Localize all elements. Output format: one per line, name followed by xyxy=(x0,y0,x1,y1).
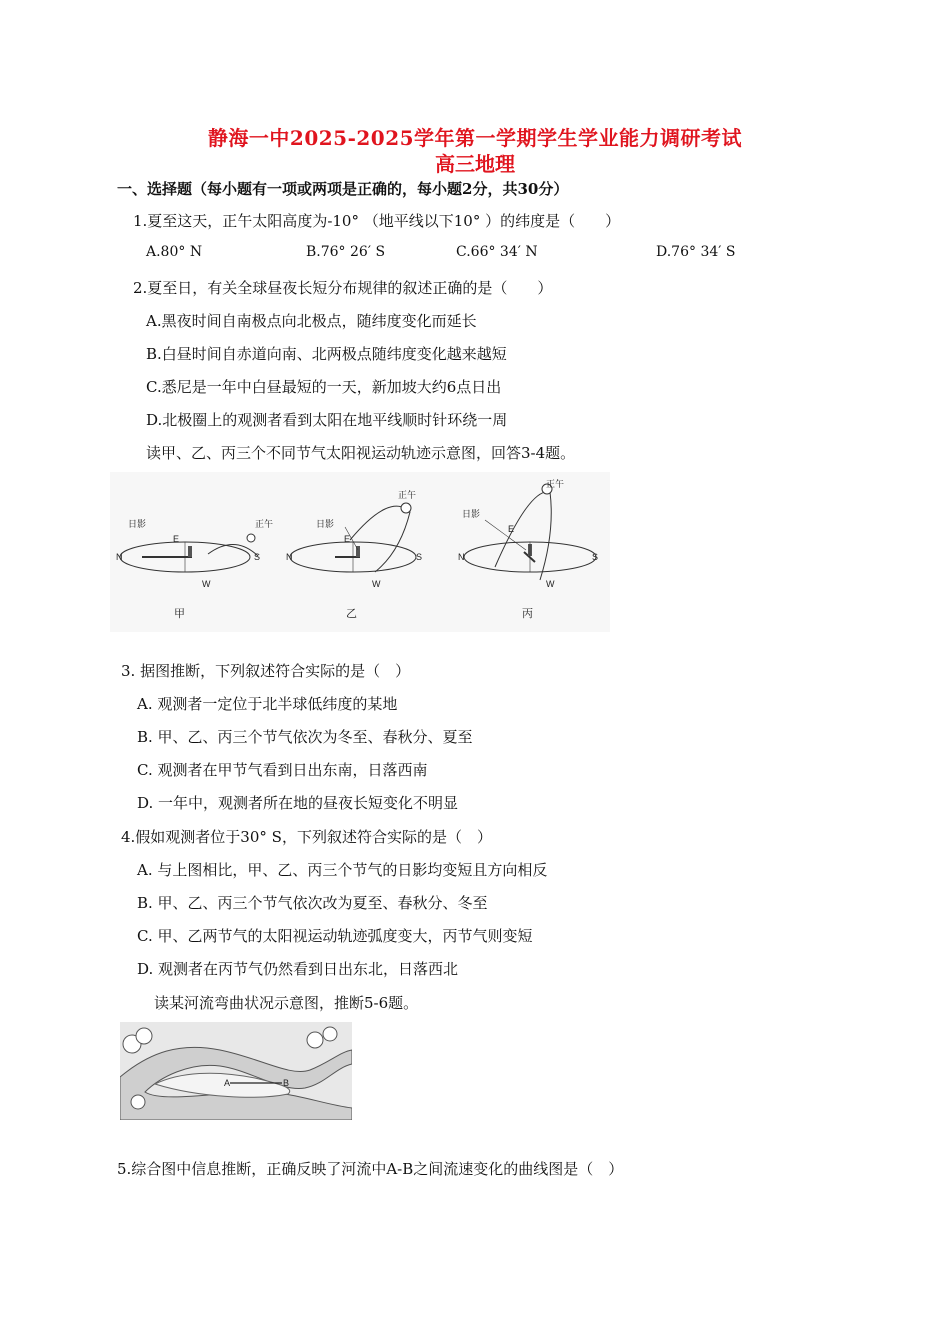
question-3-option-c: C. 观测者在甲节气看到日出东南，日落西南 xyxy=(137,761,428,779)
question-4-option-a: A. 与上图相比，甲、乙、丙三个节气的日影均变短且方向相反 xyxy=(137,861,548,879)
label-w: W xyxy=(546,579,555,589)
sun-path-figure xyxy=(110,472,610,632)
question-4-option-d: D. 观测者在丙节气仍然看到日出东北，日落西北 xyxy=(137,960,459,978)
question-4-option-b: B. 甲、乙、丙三个节气依次改为夏至、春秋分、冬至 xyxy=(137,894,488,912)
sun-icon xyxy=(401,503,411,513)
question-2-option-d: D.北极圈上的观测者看到太阳在地平线顺时针环绕一周 xyxy=(146,411,508,429)
label-shadow: 日影 xyxy=(462,509,481,519)
label-w: W xyxy=(202,579,211,589)
question-3-option-d: D. 一年中，观测者所在地的昼夜长短变化不明显 xyxy=(137,794,459,812)
question-1-option-c: C.66° 34′ N xyxy=(456,244,538,260)
page-title: 静海一中2025-2025学年第一学期学生学业能力调研考试 xyxy=(207,126,743,150)
intro-q3-4: 读甲、乙、丙三个不同节气太阳视运动轨迹示意图，回答3-4题。 xyxy=(146,444,576,462)
section-heading: 一、选择题（每小题有一项或两项是正确的，每小题2分，共30分） xyxy=(117,180,569,198)
page-subtitle: 高三地理 xyxy=(435,152,515,176)
question-2-option-b: B.白昼时间自赤道向南、北两极点随纬度变化越来越短 xyxy=(146,345,507,363)
question-2-option-c: C.悉尼是一年中白昼最短的一天，新加坡大约6点日出 xyxy=(146,378,502,396)
question-3-option-b: B. 甲、乙、丙三个节气依次为冬至、春秋分、夏至 xyxy=(137,728,473,746)
label-s: S xyxy=(416,552,423,562)
label-n: N xyxy=(286,552,293,562)
question-1-option-d: D.76° 34′ S xyxy=(656,244,736,260)
label-b: B xyxy=(283,1078,290,1088)
label-s: S xyxy=(254,552,261,562)
question-1-option-b: B.76° 26′ S xyxy=(306,244,386,260)
question-4-stem: 4.假如观测者位于30° S，下列叙述符合实际的是（ ） xyxy=(121,828,492,846)
label-w: W xyxy=(372,579,381,589)
question-3-stem: 3. 据图推断，下列叙述符合实际的是（ ） xyxy=(121,662,411,680)
label-shadow: 日影 xyxy=(128,519,147,529)
gnomon xyxy=(188,546,192,557)
panel-caption-bing: 丙 xyxy=(522,608,533,620)
label-noon: 正午 xyxy=(546,479,565,489)
river-meander-figure xyxy=(120,1022,352,1120)
label-e: E xyxy=(173,534,180,544)
panel-caption-jia: 甲 xyxy=(174,608,185,620)
label-shadow: 日影 xyxy=(316,519,335,529)
sun-icon xyxy=(247,534,255,542)
question-2-option-a: A.黑夜时间自南极点向北极点，随纬度变化而延长 xyxy=(146,312,477,330)
label-e: E xyxy=(508,524,515,534)
label-noon: 正午 xyxy=(398,490,417,500)
label-n: N xyxy=(458,552,465,562)
intro-q5-6: 读某河流弯曲状况示意图，推断5-6题。 xyxy=(154,994,419,1012)
question-2-stem: 2.夏至日，有关全球昼夜长短分布规律的叙述正确的是（ ） xyxy=(133,279,553,297)
question-3-option-a: A. 观测者一定位于北半球低纬度的某地 xyxy=(137,695,398,713)
panel-caption-yi: 乙 xyxy=(346,608,357,620)
label-s: S xyxy=(592,552,599,562)
question-1-option-a: A.80° N xyxy=(146,244,203,260)
question-5-stem: 5.综合图中信息推断，正确反映了河流中A-B之间流速变化的曲线图是（ ） xyxy=(117,1160,624,1178)
label-noon: 正午 xyxy=(255,519,274,529)
question-4-option-c: C. 甲、乙两节气的太阳视运动轨迹弧度变大，丙节气则变短 xyxy=(137,927,533,945)
label-n: N xyxy=(116,552,123,562)
label-e: E xyxy=(344,534,351,544)
label-a: A xyxy=(224,1078,231,1088)
question-1-stem: 1.夏至这天，正午太阳高度为-10° （地平线以下10° ）的纬度是（ ） xyxy=(133,212,621,230)
